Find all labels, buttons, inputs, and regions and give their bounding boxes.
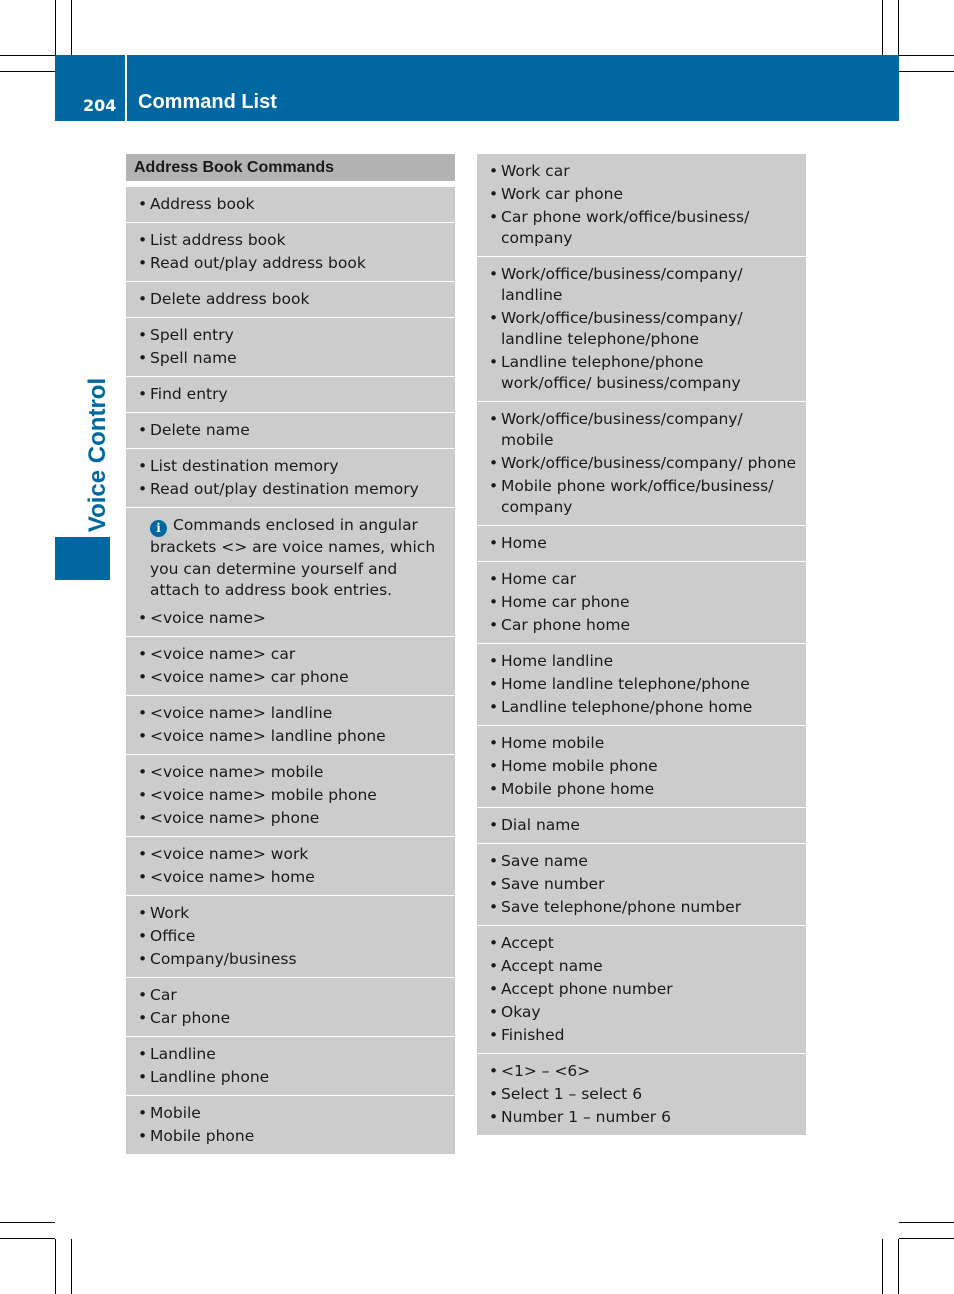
bullet-icon: • (138, 949, 148, 968)
bullet-icon: • (138, 480, 148, 498)
command-text: Work car (501, 162, 570, 180)
command-group (126, 377, 455, 413)
command-item (489, 933, 798, 954)
command-group (126, 1096, 455, 1155)
command-item (138, 1103, 447, 1124)
command-group (477, 402, 806, 526)
command-item (138, 926, 447, 947)
command-item (138, 420, 447, 441)
command-text: <voice name> home (150, 867, 315, 886)
bullet-icon: • (489, 477, 499, 495)
command-item (138, 325, 447, 346)
bullet-icon: • (489, 698, 499, 716)
command-text: Mobile phone (150, 1126, 255, 1145)
bullet-icon: • (489, 757, 499, 775)
command-text: Work/office/business/company/ landline (501, 265, 743, 304)
command-item (138, 1044, 447, 1065)
command-text: Address book (150, 195, 255, 213)
bullet-icon: • (138, 349, 148, 367)
command-item (138, 903, 447, 924)
bullet-icon: • (138, 195, 148, 213)
bullet-icon: • (489, 1003, 499, 1021)
command-group (126, 1037, 455, 1096)
bullet-icon: • (489, 898, 499, 916)
bullet-icon: • (489, 980, 499, 998)
command-item (489, 1002, 798, 1023)
command-text: <voice name> car phone (150, 667, 349, 686)
command-item (489, 453, 798, 474)
crop-mark (899, 1238, 954, 1239)
command-item (138, 762, 447, 783)
command-item (138, 949, 447, 970)
command-group (126, 696, 455, 755)
bullet-icon: • (138, 785, 148, 804)
crop-mark (882, 1239, 883, 1294)
bullet-icon: • (489, 780, 499, 798)
command-group-list (126, 187, 455, 1155)
command-item (489, 476, 798, 518)
command-text: Landline telephone/phone work/office/ business/company (501, 353, 741, 392)
command-text: Home (501, 534, 547, 552)
command-item (489, 874, 798, 895)
command-item (489, 897, 798, 918)
command-text: Home landline (501, 652, 614, 670)
command-item (489, 615, 798, 636)
command-item (138, 644, 447, 665)
command-item (138, 1126, 447, 1147)
command-group (126, 755, 455, 837)
bullet-icon: • (489, 410, 499, 428)
command-group (477, 844, 806, 926)
command-group (126, 978, 455, 1037)
command-item (489, 161, 798, 182)
command-text: <voice name> (150, 608, 266, 627)
command-text: Number 1 – number 6 (501, 1108, 671, 1126)
command-group (477, 257, 806, 402)
command-group (477, 526, 806, 562)
command-text: Mobile phone home (501, 780, 655, 798)
bullet-icon: • (138, 326, 148, 344)
command-item (489, 207, 798, 249)
bullet-icon: • (138, 1044, 148, 1063)
command-item (138, 608, 447, 629)
command-item (489, 756, 798, 777)
command-item (138, 348, 447, 369)
bullet-icon: • (489, 934, 499, 952)
table-title: Address Book Commands (126, 154, 455, 181)
crop-mark (899, 71, 954, 72)
command-item (489, 1084, 798, 1105)
bullet-icon: • (138, 1126, 148, 1145)
crop-mark (55, 1239, 56, 1294)
bullet-icon: • (138, 808, 148, 827)
bullet-icon: • (489, 162, 499, 180)
command-text: Save telephone/phone number (501, 898, 742, 916)
command-item (489, 1025, 798, 1046)
command-text: Car phone home (501, 616, 630, 634)
command-text: Accept (501, 934, 554, 952)
command-item (138, 808, 447, 829)
bullet-icon: • (138, 290, 148, 308)
command-item (138, 384, 447, 405)
command-group (477, 926, 806, 1054)
info-note (138, 515, 447, 602)
command-group (126, 318, 455, 377)
bullet-icon: • (489, 208, 499, 226)
command-item (489, 592, 798, 613)
command-item (138, 253, 447, 274)
command-item (489, 697, 798, 718)
section-tab (55, 537, 110, 580)
bullet-icon: • (138, 903, 148, 922)
command-group (126, 187, 455, 223)
crop-mark (899, 55, 954, 56)
bullet-icon: • (138, 762, 148, 781)
bullet-icon: • (489, 185, 499, 203)
bullet-icon: • (489, 534, 499, 552)
command-item (138, 703, 447, 724)
command-item (138, 1067, 447, 1088)
bullet-icon: • (138, 703, 148, 722)
command-text: Okay (501, 1003, 541, 1021)
bullet-icon: • (489, 1026, 499, 1044)
command-text: Finished (501, 1026, 565, 1044)
bullet-icon: • (138, 726, 148, 745)
command-text: <voice name> landline phone (150, 726, 386, 745)
command-text: Work/office/business/company/ landline telephone/phone (501, 309, 743, 348)
command-item (489, 1107, 798, 1128)
bullet-icon: • (489, 957, 499, 975)
command-text: Save number (501, 875, 605, 893)
command-text: Mobile (150, 1103, 201, 1122)
bullet-icon: • (138, 421, 148, 439)
command-item (489, 264, 798, 306)
bullet-icon: • (138, 608, 148, 627)
phone-commands-table (477, 154, 806, 1136)
bullet-icon: • (489, 816, 499, 834)
bullet-icon: • (138, 457, 148, 475)
command-item (489, 533, 798, 554)
command-text: Home mobile phone (501, 757, 658, 775)
command-item (138, 726, 447, 747)
bullet-icon: • (138, 1008, 148, 1027)
command-text: Home landline telephone/phone (501, 675, 750, 693)
command-group (126, 637, 455, 696)
command-item (138, 785, 447, 806)
command-text: <1> – <6> (501, 1062, 591, 1080)
bullet-icon: • (489, 675, 499, 693)
bullet-icon: • (138, 254, 148, 272)
command-item (489, 674, 798, 695)
command-text: Landline phone (150, 1067, 270, 1086)
command-group (126, 508, 455, 637)
command-text: Car (150, 985, 177, 1004)
command-text: <voice name> mobile phone (150, 785, 377, 804)
command-group (126, 837, 455, 896)
bullet-icon: • (138, 231, 148, 249)
crop-mark (71, 0, 72, 55)
command-item (138, 456, 447, 477)
command-group (477, 154, 806, 257)
crop-mark (882, 0, 883, 55)
crop-mark (899, 1222, 954, 1223)
bullet-icon: • (489, 353, 499, 371)
bullet-icon: • (489, 309, 499, 327)
crop-mark (0, 1222, 55, 1223)
command-text: Spell name (150, 349, 237, 367)
command-text: Work/office/business/company/ phone (501, 454, 797, 472)
info-note-text: Commands enclosed in angular brackets <> are voice names, which you can determine yourself and attach to address book entries. (150, 516, 436, 599)
command-item (489, 779, 798, 800)
bullet-icon: • (138, 385, 148, 403)
crop-mark (71, 1239, 72, 1294)
crop-mark (55, 0, 56, 55)
page-title: Command List (138, 91, 277, 113)
bullet-icon: • (489, 265, 499, 283)
bullet-icon: • (489, 852, 499, 870)
command-text: <voice name> landline (150, 703, 333, 722)
command-item (138, 844, 447, 865)
command-item (489, 1061, 798, 1082)
command-item (138, 289, 447, 310)
command-text: Find entry (150, 385, 228, 403)
info-icon: i (150, 520, 167, 537)
command-group (126, 413, 455, 449)
command-group (477, 726, 806, 808)
command-item (489, 184, 798, 205)
command-text: Read out/play destination memory (150, 480, 419, 498)
command-text: Work/office/business/company/ mobile (501, 410, 743, 449)
command-group (477, 562, 806, 644)
command-text: Spell entry (150, 326, 234, 344)
command-text: Office (150, 926, 196, 945)
command-group (477, 1054, 806, 1136)
command-group (126, 223, 455, 282)
header-divider (125, 55, 127, 121)
bullet-icon: • (489, 1085, 499, 1103)
command-item (138, 479, 447, 500)
crop-mark (898, 0, 899, 55)
command-item (489, 956, 798, 977)
command-item (138, 867, 447, 888)
command-item (489, 851, 798, 872)
command-text: Home car (501, 570, 577, 588)
address-book-commands-table (126, 154, 455, 1155)
crop-mark (0, 55, 55, 56)
command-text: Landline telephone/phone home (501, 698, 753, 716)
bullet-icon: • (489, 454, 499, 472)
command-item (489, 979, 798, 1000)
command-text: Mobile phone work/office/business/ company (501, 477, 774, 516)
bullet-icon: • (138, 926, 148, 945)
bullet-icon: • (489, 1062, 499, 1080)
command-text: Save name (501, 852, 588, 870)
command-item (138, 1008, 447, 1029)
bullet-icon: • (138, 844, 148, 863)
command-text: Landline (150, 1044, 216, 1063)
command-text: Work car phone (501, 185, 624, 203)
bullet-icon: • (489, 652, 499, 670)
bullet-icon: • (489, 1108, 499, 1126)
command-item (489, 352, 798, 394)
command-text: <voice name> work (150, 844, 309, 863)
command-item (489, 409, 798, 451)
command-group (126, 449, 455, 508)
command-group (477, 808, 806, 844)
command-item (138, 194, 447, 215)
command-item (489, 815, 798, 836)
section-label: Voice Control (84, 377, 111, 533)
crop-mark (0, 71, 55, 72)
bullet-icon: • (489, 616, 499, 634)
command-group-list (477, 154, 806, 1136)
bullet-icon: • (138, 867, 148, 886)
command-text: Home car phone (501, 593, 630, 611)
command-item (138, 985, 447, 1006)
crop-mark (0, 1238, 55, 1239)
command-text: Accept phone number (501, 980, 673, 998)
command-group (477, 644, 806, 726)
bullet-icon: • (489, 570, 499, 588)
bullet-icon: • (489, 734, 499, 752)
command-text: Read out/play address book (150, 254, 366, 272)
command-text: Select 1 – select 6 (501, 1085, 643, 1103)
command-text: List destination memory (150, 457, 339, 475)
command-text: Company/business (150, 949, 297, 968)
command-text: Dial name (501, 816, 580, 834)
command-item (489, 733, 798, 754)
command-item (138, 230, 447, 251)
command-item (489, 569, 798, 590)
bullet-icon: • (138, 1067, 148, 1086)
command-text: <voice name> mobile (150, 762, 324, 781)
command-group (126, 896, 455, 978)
bullet-icon: • (138, 985, 148, 1004)
command-item (489, 651, 798, 672)
command-text: <voice name> car (150, 644, 296, 663)
command-text: Delete name (150, 421, 250, 439)
bullet-icon: • (138, 644, 148, 663)
bullet-icon: • (489, 875, 499, 893)
bullet-icon: • (489, 593, 499, 611)
command-text: Work (150, 903, 190, 922)
bullet-icon: • (138, 667, 148, 686)
command-text: Car phone (150, 1008, 231, 1027)
command-group (126, 282, 455, 318)
command-item (489, 308, 798, 350)
command-text: <voice name> phone (150, 808, 320, 827)
bullet-icon: • (138, 1103, 148, 1122)
command-text: List address book (150, 231, 286, 249)
command-text: Home mobile (501, 734, 605, 752)
command-text: Delete address book (150, 290, 310, 308)
page-number: 204 (83, 96, 117, 115)
command-text: Accept name (501, 957, 603, 975)
crop-mark (898, 1239, 899, 1294)
command-item (138, 667, 447, 688)
command-text: Car phone work/office/business/ company (501, 208, 750, 247)
